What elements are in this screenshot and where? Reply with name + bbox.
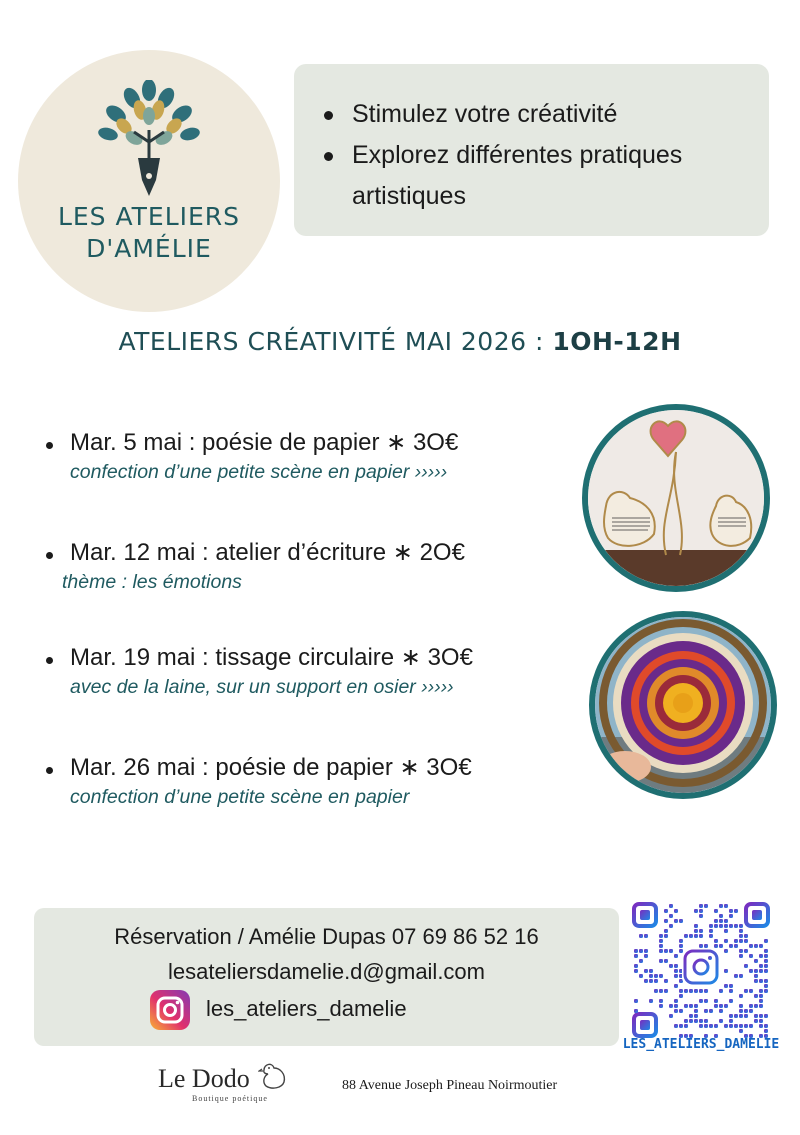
event-title: Mar. 12 mai : atelier d’écriture ∗ 2O€ [42,538,582,568]
dodo-logo [158,1060,298,1108]
dodo-bird-icon [258,1060,292,1094]
qr-label: LES_ATELIERS_DAMELIE [622,1037,780,1052]
reservation-contact: Réservation / Amélie Dupas 07 69 86 52 16 [114,924,539,949]
shop-name: Le Dodo [158,1064,250,1093]
benefit-item: Stimulez votre créativité [318,94,747,135]
shop-tagline: Boutique poétique [192,1094,268,1103]
instagram-handle[interactable]: les_ateliers_damelie [206,996,407,1021]
event-description: avec de la laine, sur un support en osier ››››› [70,676,454,698]
logo-title-line2: D'AMÉLIE [86,234,212,263]
circular-weaving-icon [595,617,771,793]
instagram-icon[interactable] [150,990,190,1030]
reservation-email[interactable]: lesateliersdamelie.d@gmail.com [167,959,485,984]
event-description: confection d’une petite scène en papier ››››› [70,461,448,483]
event-description: confection d’une petite scène en papier [70,786,410,808]
event-title: Mar. 5 mai : poésie de papier ∗ 3O€ [42,428,582,458]
benefits-list [318,94,747,217]
paper-birds-heart-icon [588,410,764,586]
photo-weaving [589,611,777,799]
qr-code-icon[interactable] [630,900,772,1040]
benefits-box [294,64,769,236]
logo-title-line1: LES ATELIERS [57,202,241,231]
page-title [0,327,800,356]
event-title: Mar. 19 mai : tissage circulaire ∗ 3O€ [42,643,582,673]
event-item [42,753,582,811]
logo [18,50,280,312]
event-item [42,538,582,596]
event-item [42,643,582,701]
tree-pen-icon [94,80,204,200]
event-title: Mar. 26 mai : poésie de papier ∗ 3O€ [42,753,582,783]
event-item [42,428,582,486]
reservation-box [34,908,619,1046]
event-description: thème : les émotions [62,571,242,593]
instagram-row[interactable] [34,990,619,1030]
shop-address: 88 Avenue Joseph Pineau Noirmoutier [342,1078,558,1093]
benefit-item: Explorez différentes pratiques artistiques [318,135,738,217]
headline-text: ATELIERS CRÉATIVITÉ MAI 2026 : [118,327,553,356]
headline-hours: 1OH-12H [552,327,682,356]
photo-paper-scene [582,404,770,592]
